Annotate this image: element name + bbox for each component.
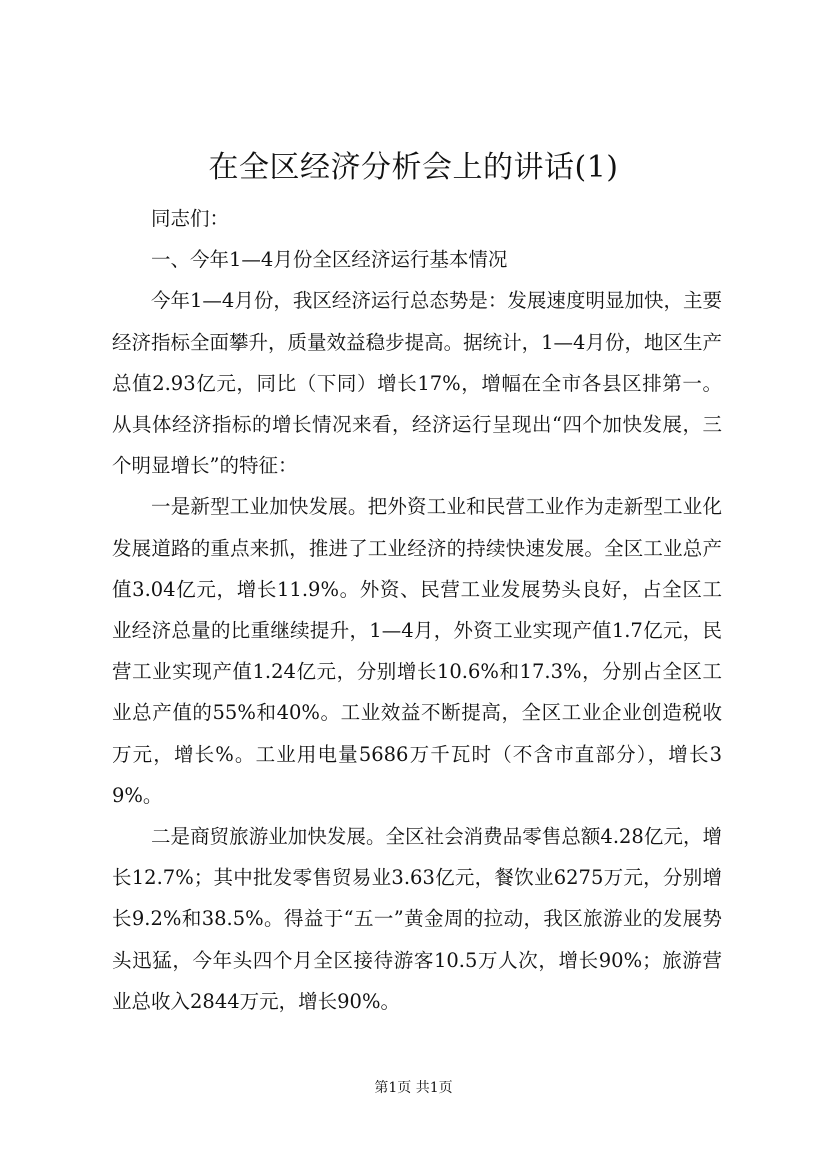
salutation: 同志们： xyxy=(151,207,230,230)
paragraph-overview: 今年1—4月份，我区经济运行总态势是：发展速度明显加快，主要经济指标全面攀升，质量效益稳步提高。据统计，1—4月份，地区生产总值2.93亿元，同比（下同）增长17%，增幅在全市各县区排第一。从具体经济指标的增长情况来看，经济运行呈现出“四个加快发展，三个明显增长”的特征： xyxy=(112,289,722,478)
page-footer: 第1页 共1页 xyxy=(374,1080,453,1096)
paragraph-industry: 一是新型工业加快发展。把外资工业和民营工业作为走新型工业化发展道路的重点来抓，推进了工业经济的持续快速发展。全区工业总产值3.04亿元，增长11.9%。外资、民营工业发展势头良好，占全区工业经济总量的比重继续提升，1—4月，外资工业实现产值1.7亿元，民营工业实现产值1.24亿元，分别增长10.6%和17.3%，分别占全区工业总产值的55%和40%。工业效益不断提高，全区工业企业创造税收万元，增长%。工业用电量5686万千瓦时（不含市直部分），增长39%。 xyxy=(112,495,722,807)
paragraph-commerce-tourism: 二是商贸旅游业加快发展。全区社会消费品零售总额4.28亿元，增长12.7%；其中批发零售贸易业3.63亿元，餐饮业6275万元，分别增长9.2%和38.5%。得益于“五一”黄金周的拉动，我区旅游业的发展势头迅猛，今年头四个月全区接待游客10.5万人次，增长90%；旅游营业总收入2844万元，增长90%。 xyxy=(112,825,722,1013)
document-title: 在全区经济分析会上的讲话(1) xyxy=(208,150,619,185)
document-body xyxy=(112,198,722,1022)
section-heading: 一、今年1—4月份全区经济运行基本情况 xyxy=(151,248,508,272)
